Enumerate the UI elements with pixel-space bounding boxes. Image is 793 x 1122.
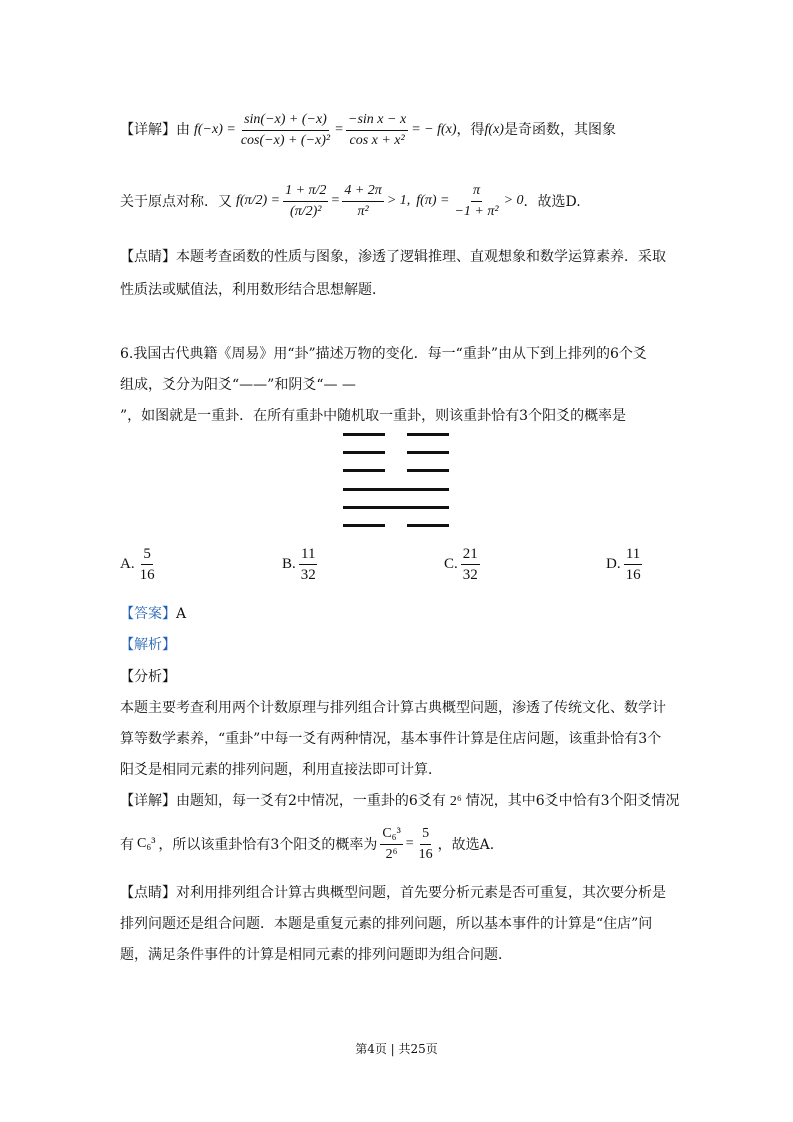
option-fraction bbox=[461, 544, 480, 585]
option-num: 5 bbox=[141, 544, 153, 565]
probability-fraction bbox=[380, 824, 402, 865]
combination-expression: C₆³ bbox=[137, 836, 156, 851]
probability-num: C₆³ bbox=[380, 824, 402, 845]
detail-formula-line-2 bbox=[120, 168, 581, 234]
xiangjie-text: 情况，其中6爻中恰有3个阳爻情况 bbox=[465, 793, 680, 809]
yin-line-segment bbox=[343, 433, 385, 436]
option-b[interactable] bbox=[282, 544, 321, 585]
fraction-2 bbox=[346, 110, 408, 151]
option-den: 16 bbox=[139, 567, 155, 583]
detail-text: 是奇函数，其图象 bbox=[503, 122, 616, 138]
xiangjie-tag: 【详解】 bbox=[120, 793, 176, 809]
fraction-3 bbox=[283, 181, 328, 222]
power-expression: 2⁶ bbox=[449, 794, 462, 809]
yin-line-segment bbox=[407, 469, 449, 472]
fraction-2-num: −sin x − x bbox=[346, 110, 408, 131]
remark-line-2: 性质法或赋值法，利用数形结合思想解题． bbox=[120, 282, 386, 298]
xiangjie-text: 由题知，每一爻有2中情况，一重卦的6爻有 bbox=[176, 793, 446, 809]
option-label: B. bbox=[282, 556, 296, 572]
fraction-4-den: π² bbox=[357, 203, 369, 219]
analysis-tag: 【解析】 bbox=[120, 637, 176, 653]
fraction-1-num: sin(−x) + (−x) bbox=[242, 110, 329, 131]
detail-tag: 【详解】 bbox=[120, 122, 176, 138]
answer-tag: 【答案】 bbox=[120, 606, 176, 622]
function-symbol: f(x) bbox=[484, 122, 504, 137]
option-fraction bbox=[624, 544, 643, 585]
option-den: 32 bbox=[300, 567, 316, 583]
fraction-5-num: π bbox=[471, 181, 482, 202]
xiangjie-text: ，故选A. bbox=[437, 837, 495, 853]
fraction-1-den: cos(−x) + (−x)² bbox=[240, 132, 331, 148]
option-label: A. bbox=[120, 556, 135, 572]
yang-line bbox=[343, 506, 449, 509]
fenxi-line-1: 本题主要考查利用两个计数原理与排列组合计算古典概型问题，渗透了传统文化、数学计 bbox=[120, 700, 666, 716]
fraction-4-num: 4 + 2π bbox=[342, 181, 383, 202]
option-a[interactable] bbox=[120, 544, 160, 585]
fraction-5-den: −1 + π² bbox=[454, 203, 499, 219]
option-label: D. bbox=[606, 556, 621, 572]
page-footer: 第4页 | 共25页 bbox=[355, 1042, 438, 1056]
yin-line-segment bbox=[343, 469, 385, 472]
fraction-4 bbox=[342, 181, 383, 222]
xiangjie-line-1 bbox=[120, 790, 680, 810]
probability-den: 2⁶ bbox=[385, 846, 398, 862]
detail-text: 关于原点对称．又 bbox=[120, 194, 232, 210]
answer-value: A bbox=[176, 606, 187, 622]
question-6-line-1: 6.我国古代典籍《周易》用“卦”描述万物的变化．每一“重卦”由从下到上排列的6个爻 bbox=[120, 346, 647, 362]
yin-line-segment bbox=[407, 524, 449, 527]
formula-lhs: f(−x) = bbox=[194, 122, 236, 137]
option-fraction bbox=[299, 544, 318, 585]
yang-line bbox=[343, 488, 449, 491]
detail-text: ．故选D. bbox=[523, 194, 581, 210]
yin-line-segment bbox=[343, 524, 385, 527]
dianjing-line-2: 排列问题还是组合问题．本题是重复元素的排列问题，所以基本事件的计算是“住店”问 bbox=[120, 916, 653, 932]
yin-line-segment bbox=[407, 433, 449, 436]
inequality: > 1, bbox=[386, 193, 411, 208]
option-label: C. bbox=[444, 556, 458, 572]
result-fraction bbox=[417, 824, 435, 865]
detail-text: ，得 bbox=[456, 122, 485, 138]
option-den: 16 bbox=[625, 567, 641, 583]
answer-line bbox=[120, 603, 186, 623]
option-num: 11 bbox=[624, 544, 642, 565]
fraction-5 bbox=[452, 181, 500, 222]
result-num: 5 bbox=[420, 824, 431, 845]
xiangjie-text: 有 bbox=[120, 837, 134, 853]
inequality: > 0 bbox=[503, 193, 524, 208]
fraction-3-num: 1 + π/2 bbox=[283, 181, 328, 202]
option-fraction bbox=[138, 544, 157, 585]
dianjing-line-3: 题，满足条件事件的计算是相同元素的排列问题即为组合问题． bbox=[120, 947, 512, 963]
question-6-line-2: 组成，爻分为阳爻“——”和阴爻“— — bbox=[120, 377, 356, 393]
equals-sign: = bbox=[335, 122, 344, 137]
option-num: 21 bbox=[461, 544, 480, 565]
question-6-line-3: ”，如图就是一重卦．在所有重卦中随机取一重卦，则该重卦恰有3个阳爻的概率是 bbox=[120, 408, 627, 424]
remark-line-1: 【点睛】本题考查函数的性质与图象，渗透了逻辑推理、直观想象和数学运算素养．采取 bbox=[120, 249, 666, 265]
fraction-2-den: cos x + x² bbox=[349, 132, 405, 148]
detail-formula-line-1 bbox=[120, 108, 616, 152]
dianjing-line-1: 【点睛】对利用排列组合计算古典概型问题，首先要分析元素是否可重复，其次要分析是 bbox=[120, 885, 666, 901]
formula-result: = − f(x) bbox=[411, 122, 457, 137]
fraction-3-den: (π/2)² bbox=[290, 203, 322, 219]
fenxi-line-2: 算等数学素养，“重卦”中每一爻有两种情况，基本事件计算是住店问题，该重卦恰有3个 bbox=[120, 731, 662, 747]
fraction-1 bbox=[239, 110, 332, 151]
fenxi-tag: 【分析】 bbox=[120, 669, 176, 685]
option-den: 32 bbox=[462, 567, 478, 583]
xiangjie-text: ，所以该重卦恰有3个阳爻的概率为 bbox=[158, 837, 378, 853]
equals-sign: = bbox=[405, 836, 414, 851]
option-c[interactable] bbox=[444, 544, 483, 585]
option-d[interactable] bbox=[606, 544, 646, 585]
equals-sign: = bbox=[331, 193, 340, 208]
fenxi-line-3: 阳爻是相同元素的排列问题，利用直接法即可计算． bbox=[120, 762, 442, 778]
formula-lhs: f(π/2) = bbox=[236, 193, 281, 208]
yin-line-segment bbox=[407, 451, 449, 454]
option-num: 11 bbox=[299, 544, 317, 565]
xiangjie-line-2 bbox=[120, 822, 494, 866]
result-den: 16 bbox=[418, 846, 433, 862]
formula-lhs: f(π) = bbox=[416, 193, 450, 208]
yin-line-segment bbox=[343, 451, 385, 454]
detail-text: 由 bbox=[176, 122, 190, 138]
